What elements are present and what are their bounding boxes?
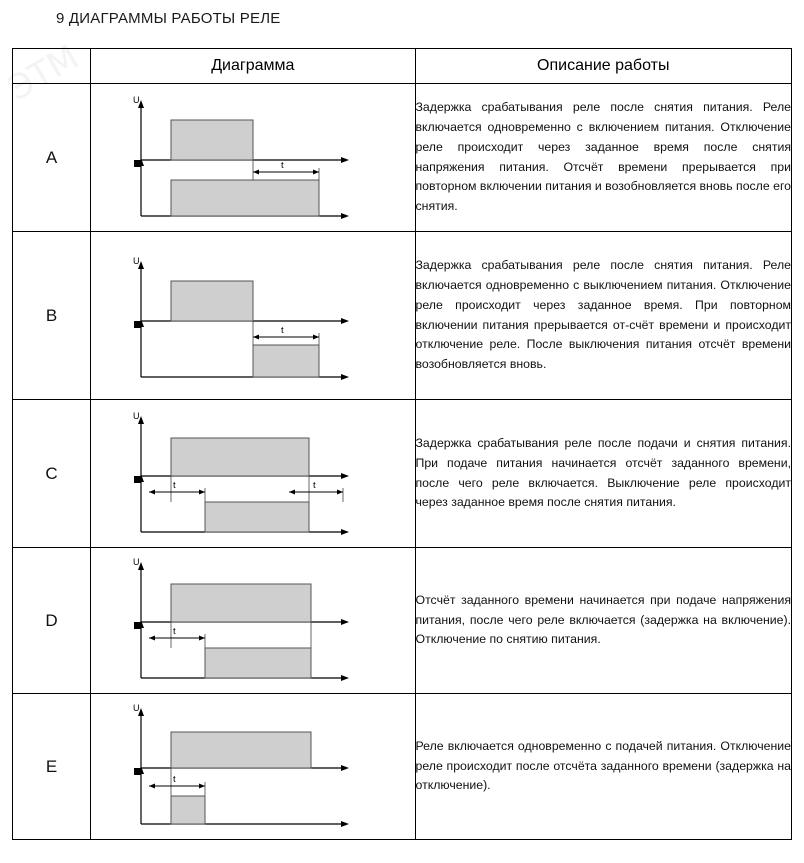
page-title: 9 ДИАГРАММЫ РАБОТЫ РЕЛЕ (56, 10, 281, 27)
diagram-c (91, 404, 414, 544)
header-letter (13, 49, 91, 84)
time-label-t: t (280, 159, 284, 171)
row-description: Задержка срабатывания реле после снятия питания. Реле включается одновременно с выключением питания. Отключение реле происходит через заданное время. При повторном включении питания прерывается от-счёт времени и происходит отключение реле. После выключения питания отсчёт времени возобновляется вновь. (415, 232, 792, 400)
row-diagram (91, 232, 415, 400)
row-diagram (91, 84, 415, 232)
diagram-e (91, 700, 414, 834)
table-row (13, 232, 792, 400)
table-row (13, 694, 792, 840)
timing-diagram-e (103, 700, 403, 834)
relay-diagram-table (12, 48, 792, 840)
axis-label-u: U (132, 94, 140, 105)
row-diagram (91, 694, 415, 840)
timing-diagram-c (103, 404, 403, 544)
row-diagram (91, 400, 415, 548)
header-description: Описание работы (415, 49, 792, 84)
table-body (13, 84, 792, 840)
row-letter: B (13, 232, 91, 400)
row-description: Задержка срабатывания реле после подачи и снятия питания. При подаче питания начинается отсчёт заданного времени, после чего реле включается. Выключение реле происходит через заданное время после снятия питания. (415, 400, 792, 548)
row-letter: D (13, 548, 91, 694)
timing-diagram-b (103, 241, 403, 391)
table-row (13, 548, 792, 694)
row-description: Отсчёт заданного времени начинается при подаче напряжения питания, после чего реле включается (задержка на включение). Отключение по снятию питания. (415, 548, 792, 694)
time-label-t: t (172, 625, 176, 637)
header-diagram: Диаграмма (91, 49, 415, 84)
time-label-t: t (172, 773, 176, 785)
time-label-t: t (280, 324, 284, 336)
diagram-d (91, 554, 414, 688)
axis-label-u: U (132, 255, 140, 266)
time-label-t2: t (312, 479, 316, 491)
time-label-t1: t (172, 479, 176, 491)
diagram-b (91, 241, 414, 391)
watermark: ЭТМ (1, 37, 86, 109)
axis-label-u: U (132, 410, 140, 421)
table-header (13, 49, 792, 84)
table-row (13, 84, 792, 232)
timing-diagram-d (103, 554, 403, 688)
timing-diagram-a (103, 88, 403, 228)
table-header-row (13, 49, 792, 84)
row-letter: A (13, 84, 91, 232)
row-description: Задержка срабатывания реле после снятия питания. Реле включается одновременно с включением питания. Отключение реле происходит через заданное время после снятия напряжения питания. Отсчёт времени прерывается при повторном включении питания и возобновляется вновь после его снятия. (415, 84, 792, 232)
row-description: Реле включается одновременно с подачей питания. Отключение реле происходит после отсчёта заданного времени (задержка на отключение). (415, 694, 792, 840)
diagram-a (91, 88, 414, 228)
row-diagram (91, 548, 415, 694)
table-row (13, 400, 792, 548)
axis-label-u: U (132, 556, 140, 567)
row-letter: C (13, 400, 91, 548)
row-letter: E (13, 694, 91, 840)
relay-diagram-table-wrapper (12, 48, 792, 840)
axis-label-u: U (132, 702, 140, 713)
